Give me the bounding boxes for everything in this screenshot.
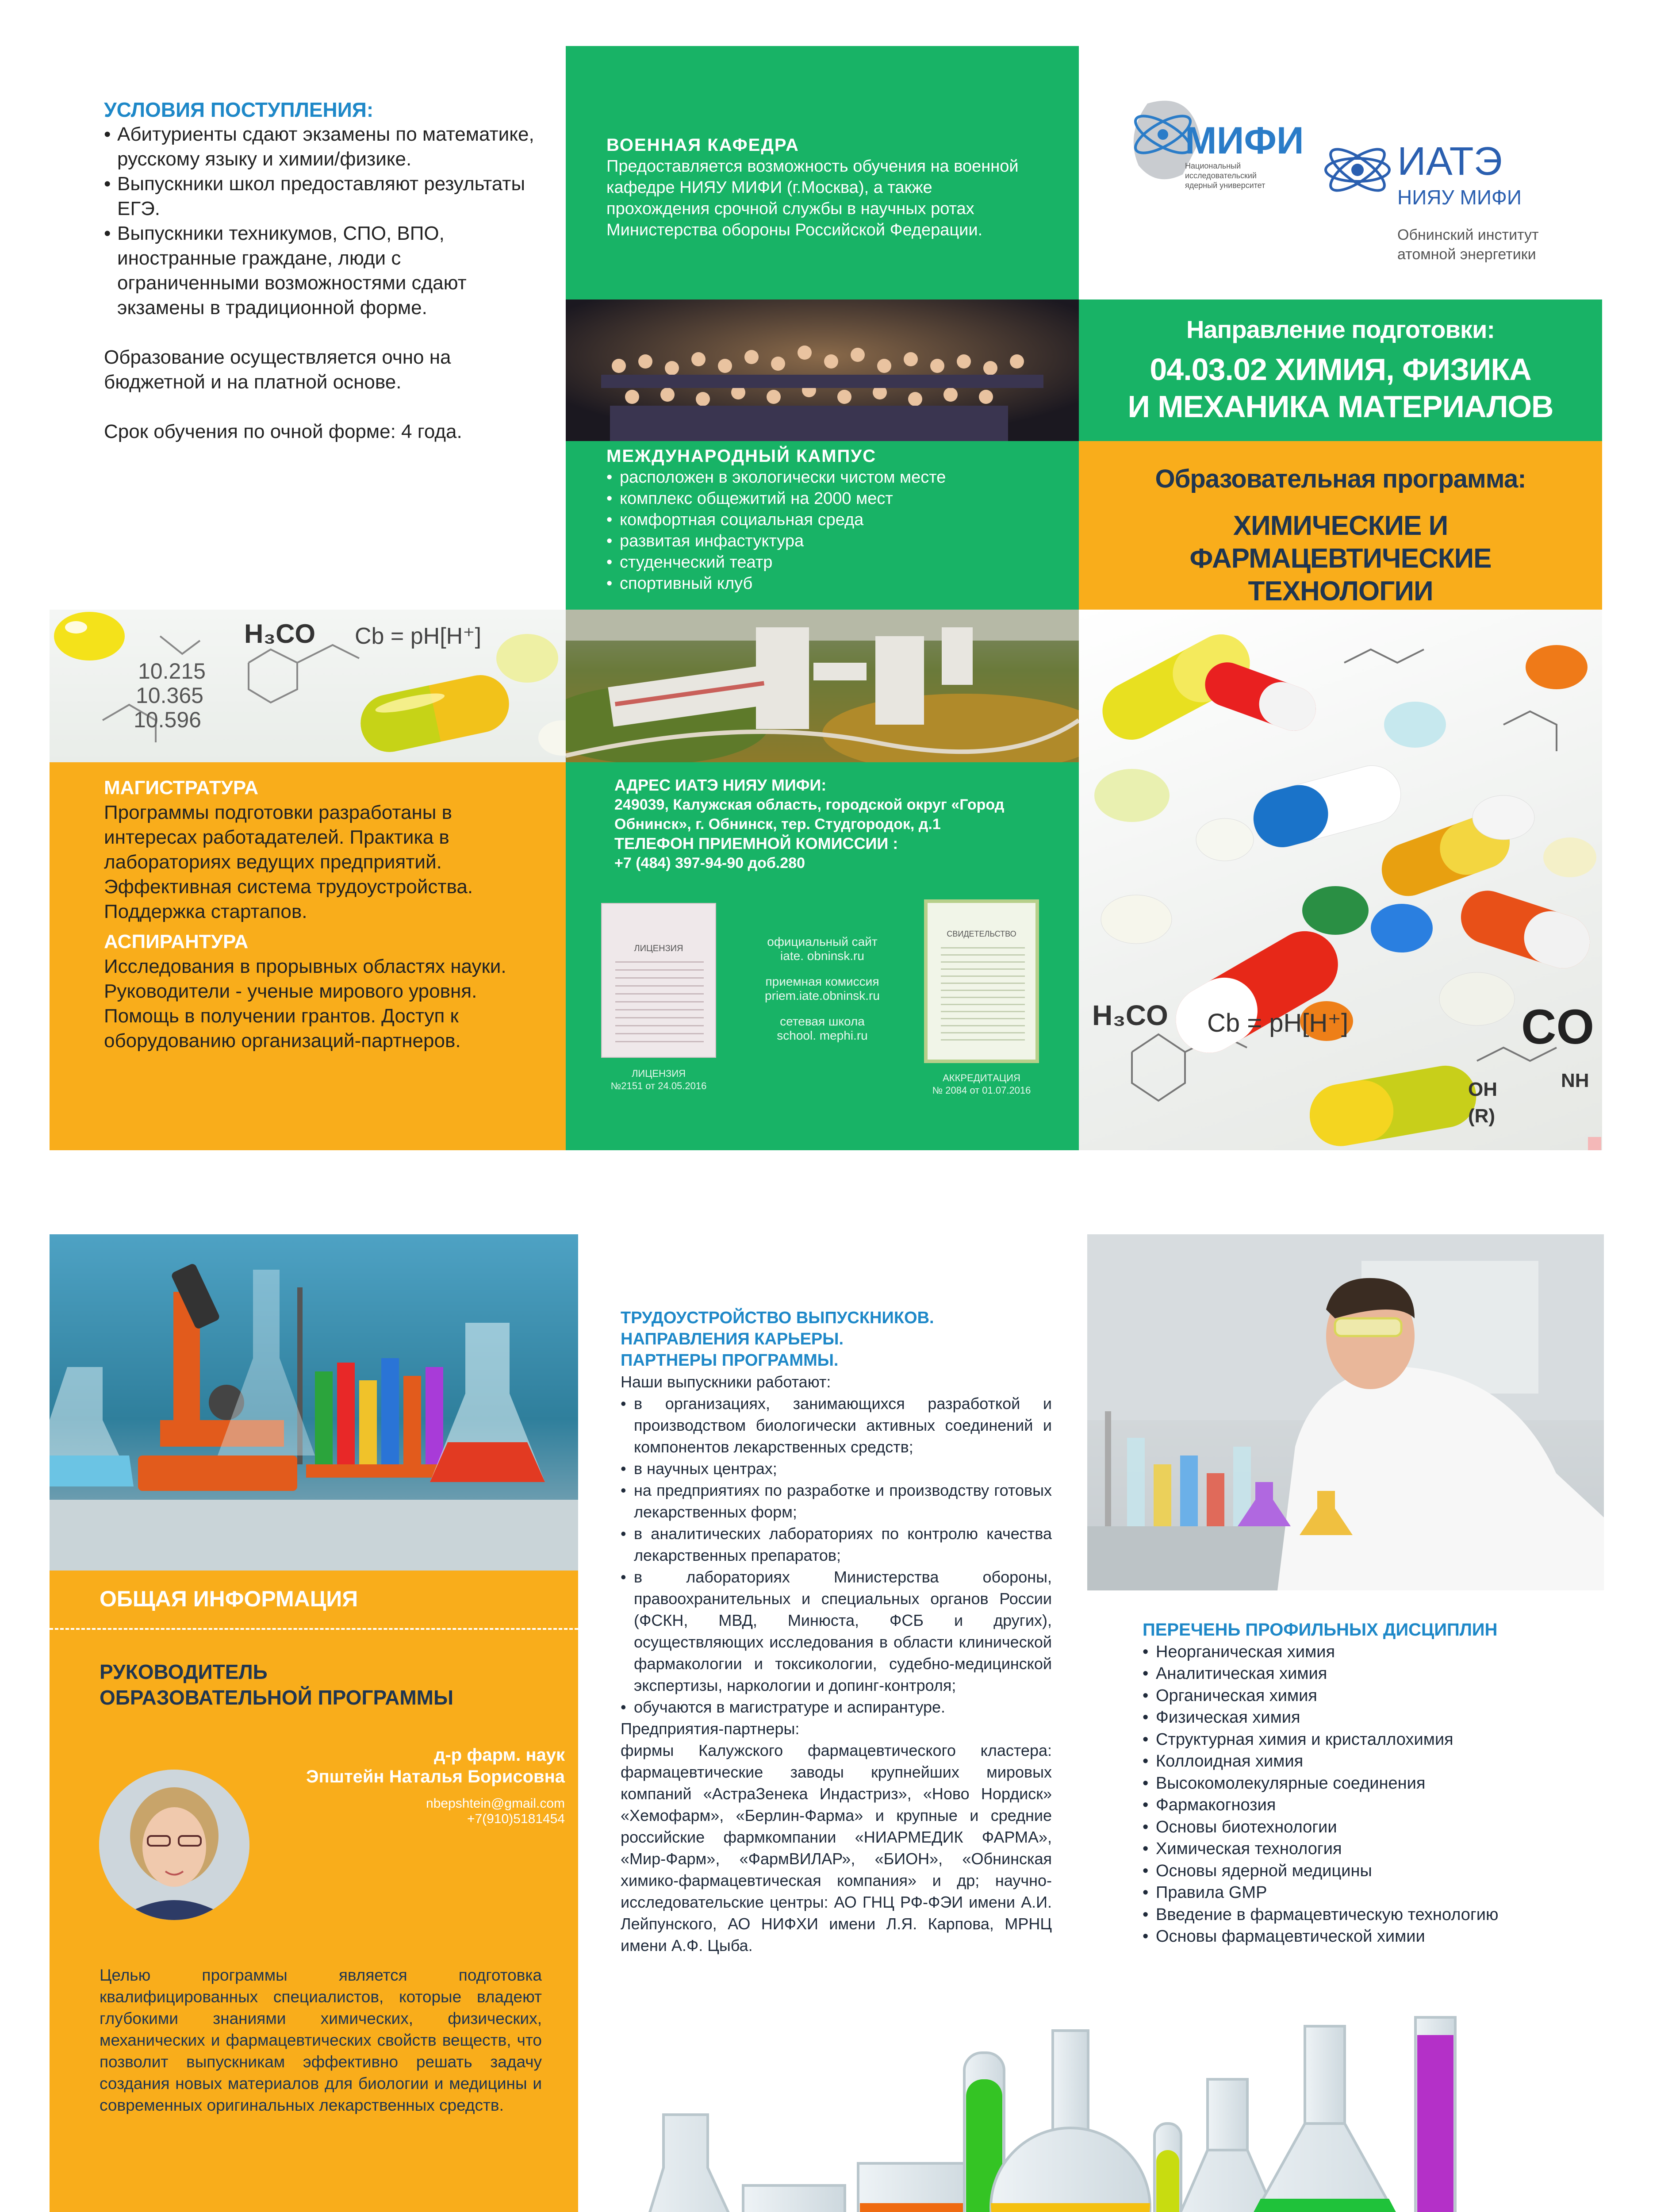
flasks-svg	[628, 2008, 1557, 2212]
program-label: Образовательная программа:	[1155, 465, 1526, 493]
campus-title: МЕЖДУНАРОДНЫЙ КАМПУС	[606, 446, 877, 466]
formula-label: H₃CO	[1092, 999, 1168, 1031]
pills-photo	[1079, 610, 1602, 1150]
direction-section	[1079, 300, 1602, 441]
iate-logo-text: ИАТЭ	[1397, 139, 1503, 184]
campus-buildings	[566, 610, 1079, 762]
admission-list	[104, 122, 546, 320]
general-divider	[50, 1628, 578, 1630]
masters-title: МАГИСТРАТУРА	[104, 777, 259, 799]
address-title: АДРЕС ИАТЭ НИЯУ МИФИ:	[614, 776, 827, 794]
accreditation-caption-title: АККРЕДИТАЦИЯ	[943, 1072, 1020, 1083]
disciplines-list	[1143, 1641, 1585, 1948]
students-photo	[566, 300, 1079, 441]
list-item: • Химическая технология	[1143, 1838, 1585, 1860]
number-label: 10.215	[138, 659, 206, 684]
license-caption	[583, 1068, 734, 1092]
address-block	[614, 776, 1066, 873]
list-item: • развитая инфастуктура	[606, 530, 1043, 552]
list-item: • Основы ядерной медицины	[1143, 1860, 1585, 1882]
license-caption-number: №2151 от 24.05.2016	[610, 1080, 707, 1091]
address-text: 249039, Калужская область, городской округ «Город Обнинск», г. Обнинск, тер. Студгородок, д.1	[614, 796, 1005, 833]
number-label: 10.365	[136, 683, 203, 708]
phone-number: +7 (484) 397-94-90 доб.280	[614, 855, 805, 872]
iate-logo-icon	[1320, 132, 1395, 207]
list-item: • комплекс общежитий на 2000 мест	[606, 488, 1043, 509]
program-section	[1079, 441, 1602, 610]
phd-title: АСПИРАНТУРА	[104, 931, 249, 952]
iate-logo-fullname: Обнинский институт атомной энергетики	[1397, 227, 1539, 263]
license-caption-title: ЛИЦЕНЗИЯ	[631, 1068, 686, 1079]
crowd-illustration	[566, 300, 1079, 441]
list-item: • на предприятиях по разработке и производству готовых лекарственных форм;	[621, 1479, 1052, 1523]
formula-label: (R)	[1468, 1105, 1496, 1127]
mephi-logo-subtitle: Национальный исследовательский ядерный университет	[1185, 161, 1266, 190]
program-name-2: ТЕХНОЛОГИИ	[1248, 576, 1433, 607]
flasks-illustration	[628, 2008, 1557, 2212]
partners-label: Предприятия-партнеры:	[621, 1720, 800, 1738]
list-item: • Высокомолекулярные соединения	[1143, 1773, 1585, 1795]
partners-text: фирмы Калужского фармацевтического кластера: фармацевтические заводы крупнейших мировых компаний «АстраЗенека Индастриз», «Ново Нордиск» «Хемофарм», «Берлин-Фарма» и крупные и средние российские фармкомпании «НИАРМЕДИК ФАРМА», «Мир-Фарм», «ФармВИЛАР», «БИОН», «Обнинская химико-фармацевтическая компания» и др; научно-исследовательские центры: АО ГНЦ РФ-ФЭИ имени А.И. Лейпунского, АО НИФХИ имени Л.Я. Карпова, МРНЦ имени А.Ф. Цыба.	[621, 1741, 1052, 1955]
program-goal-text: Целью программы является подготовка квалифицированных специалистов, которые владеют глубокими знаниями химических, физических, механических и фармацевтических свойств веществ, что позволит выпускникам эффективно решать задачу создания новых материалов для биологии и медицины и современных оригинальных лекарственных средств.	[100, 1966, 542, 2114]
formula-label: CO	[1521, 1000, 1594, 1054]
list-item: • в организациях, занимающихся разработкой и производством биологически активных соединений и компонентов лекарственных средств;	[621, 1393, 1052, 1458]
site-label: сетевая школа	[780, 1014, 865, 1028]
site-label: приемная комиссия	[765, 975, 879, 988]
license-doc-lines	[615, 961, 704, 1045]
campus-list	[606, 467, 1043, 594]
list-item: • Основы биотехнологии	[1143, 1816, 1585, 1839]
corner-marker	[1588, 1137, 1601, 1150]
list-item: • обучаются в магистратуре и аспирантуре.	[621, 1696, 1052, 1718]
admission-title: УСЛОВИЯ ПОСТУПЛЕНИЯ:	[104, 98, 374, 121]
list-item: • комфортная социальная среда	[606, 509, 1043, 530]
iate-logo-subtitle: НИЯУ МИФИ	[1397, 186, 1522, 209]
masters-section	[50, 762, 566, 1150]
list-item: • Физическая химия	[1143, 1707, 1585, 1729]
list-item: • Аналитическая химия	[1143, 1663, 1585, 1685]
list-item: • Органическая химия	[1143, 1685, 1585, 1707]
disciplines-section	[1143, 1619, 1585, 1948]
accreditation-doc-lines	[941, 947, 1025, 1045]
accreditation-doc-title: СВИДЕТЕЛЬСТВО	[947, 929, 1016, 938]
license-document	[601, 903, 716, 1058]
list-item: • Коллоидная химия	[1143, 1751, 1585, 1773]
phd-text: Исследования в прорывных областях науки. Руководители - ученые мирового уровня. Помощь в получении грантов. Доступ к оборудованию организаций-партнеров.	[104, 956, 506, 1052]
list-item: • Фармакогнозия	[1143, 1794, 1585, 1816]
list-item: • в научных центрах;	[621, 1458, 1052, 1479]
phone-title: ТЕЛЕФОН ПРИЕМНОЙ КОМИССИИ :	[614, 834, 898, 853]
head-phone: +7(910)5181454	[467, 1812, 565, 1826]
campus-section	[566, 441, 1079, 610]
address-section	[566, 762, 1079, 1150]
career-section	[621, 1307, 1052, 1956]
direction-label: Направление подготовки:	[1186, 315, 1495, 343]
general-info-title: ОБЩАЯ ИНФОРМАЦИЯ	[100, 1586, 358, 1611]
mephi-logo-text: МИФИ	[1185, 119, 1304, 162]
admission-paragraph: Образование осуществляется очно на бюджетной и на платной основе.	[104, 346, 451, 393]
chem-molecules-photo-left	[50, 610, 566, 762]
site-link[interactable]: iate. obninsk.ru	[780, 949, 864, 963]
program-head-title: РУКОВОДИТЕЛЬ ОБРАЗОВАТЕЛЬНОЙ ПРОГРАММЫ	[100, 1660, 454, 1709]
site-label: официальный сайт	[767, 935, 878, 949]
list-item: • спортивный клуб	[606, 573, 1043, 594]
admission-duration: Срок обучения по очной форме: 4 года.	[104, 421, 462, 442]
person-portrait	[99, 1770, 249, 1920]
student-lab-illustration	[1087, 1234, 1604, 1590]
accreditation-document	[924, 899, 1039, 1063]
list-item: • Правила GMP	[1143, 1882, 1585, 1904]
masters-text: Программы подготовки разработаны в интересах работадателей. Практика в лабораториях ведущих предприятий. Эффективная система трудоустройства. Поддержка стартапов.	[104, 802, 473, 922]
head-name: Эпштейн Наталья Борисовна	[306, 1767, 565, 1786]
license-doc-title: ЛИЦЕНЗИЯ	[634, 944, 683, 953]
lab-illustration	[50, 1234, 578, 1571]
military-title: ВОЕННАЯ КАФЕДРА	[606, 135, 799, 155]
list-item: • Структурная химия и кристаллохимия	[1143, 1729, 1585, 1751]
list-item: • Неорганическая химия	[1143, 1641, 1585, 1663]
accreditation-caption-number: № 2084 от 01.07.2016	[932, 1085, 1031, 1096]
formula-label: H₃CO	[244, 619, 316, 649]
number-label: 10.596	[134, 707, 201, 732]
list-item: • Абитуриенты сдают экзамены по математике, русскому языку и химии/физике.	[104, 122, 546, 172]
formula-label: Cb = pH[H⁺]	[1207, 1009, 1349, 1037]
lab-photo	[50, 1234, 578, 1571]
formula-label: Cb = pH[H⁺]	[355, 623, 482, 649]
websites-block	[721, 935, 924, 1043]
direction-code: 04.03.02 ХИМИЯ, ФИЗИКА	[1150, 352, 1531, 387]
program-name: ХИМИЧЕСКИЕ И ФАРМАЦЕВТИЧЕСКИЕ	[1189, 511, 1492, 574]
avatar	[99, 1770, 249, 1920]
site-link[interactable]: school. mephi.ru	[777, 1029, 868, 1042]
formula-label: OH	[1468, 1079, 1497, 1100]
list-item: • расположен в экологически чистом месте	[606, 467, 1043, 488]
military-text: Предоставляется возможность обучения на военной кафедре НИЯУ МИФИ (г.Москва), а также прохождения срочной службы в научных ротах Министерства обороны Российской Федерации.	[606, 157, 1019, 239]
list-item: • Выпускники школ предоставляют результаты ЕГЭ.	[104, 172, 546, 221]
military-section	[566, 46, 1079, 300]
list-item: • Выпускники техникумов, СПО, ВПО, иностранные граждане, люди с ограниченными возможностями сдают экзамены в традиционной форме.	[104, 221, 546, 320]
career-intro: Наши выпускники работают:	[621, 1373, 831, 1391]
general-info-section	[50, 1571, 578, 2212]
career-title: ТРУДОУСТРОЙСТВО ВЫПУСКНИКОВ. НАПРАВЛЕНИЯ КАРЬЕРЫ. ПАРТНЕРЫ ПРОГРАММЫ.	[621, 1309, 934, 1370]
head-email[interactable]: nbepshtein@gmail.com	[426, 1796, 565, 1811]
list-item: • Введение в фармацевтическую технологию	[1143, 1904, 1585, 1926]
pills-illustration	[1079, 610, 1602, 1150]
direction-name: И МЕХАНИКА МАТЕРИАЛОВ	[1127, 389, 1553, 424]
logos-area	[1079, 46, 1618, 300]
site-link[interactable]: priem.iate.obninsk.ru	[765, 989, 880, 1002]
accreditation-caption	[906, 1072, 1057, 1097]
admission-section	[104, 97, 546, 444]
list-item: • в лабораториях Министерства обороны, правоохранительных и специальных органов России (ФСКН, МВД, Минюста, ФСБ и других), осуществляющих исследования в области клинической фармакологии и токсикологии, судебно-медицинской экспертизы, наркологии и допинг-контроля;	[621, 1566, 1052, 1696]
disciplines-title: ПЕРЕЧЕНЬ ПРОФИЛЬНЫХ ДИСЦИПЛИН	[1143, 1620, 1498, 1640]
list-item: • в аналитических лабораториях по контролю качества лекарственных препаратов;	[621, 1523, 1052, 1566]
campus-aerial-photo	[566, 610, 1079, 762]
career-list	[621, 1393, 1052, 1718]
head-degree: д-р фарм. наук	[434, 1745, 565, 1765]
list-item: • студенческий театр	[606, 552, 1043, 573]
list-item: • Основы фармацевтической химии	[1143, 1926, 1585, 1948]
formula-label: NH	[1561, 1070, 1589, 1091]
student-lab-photo	[1087, 1234, 1604, 1590]
